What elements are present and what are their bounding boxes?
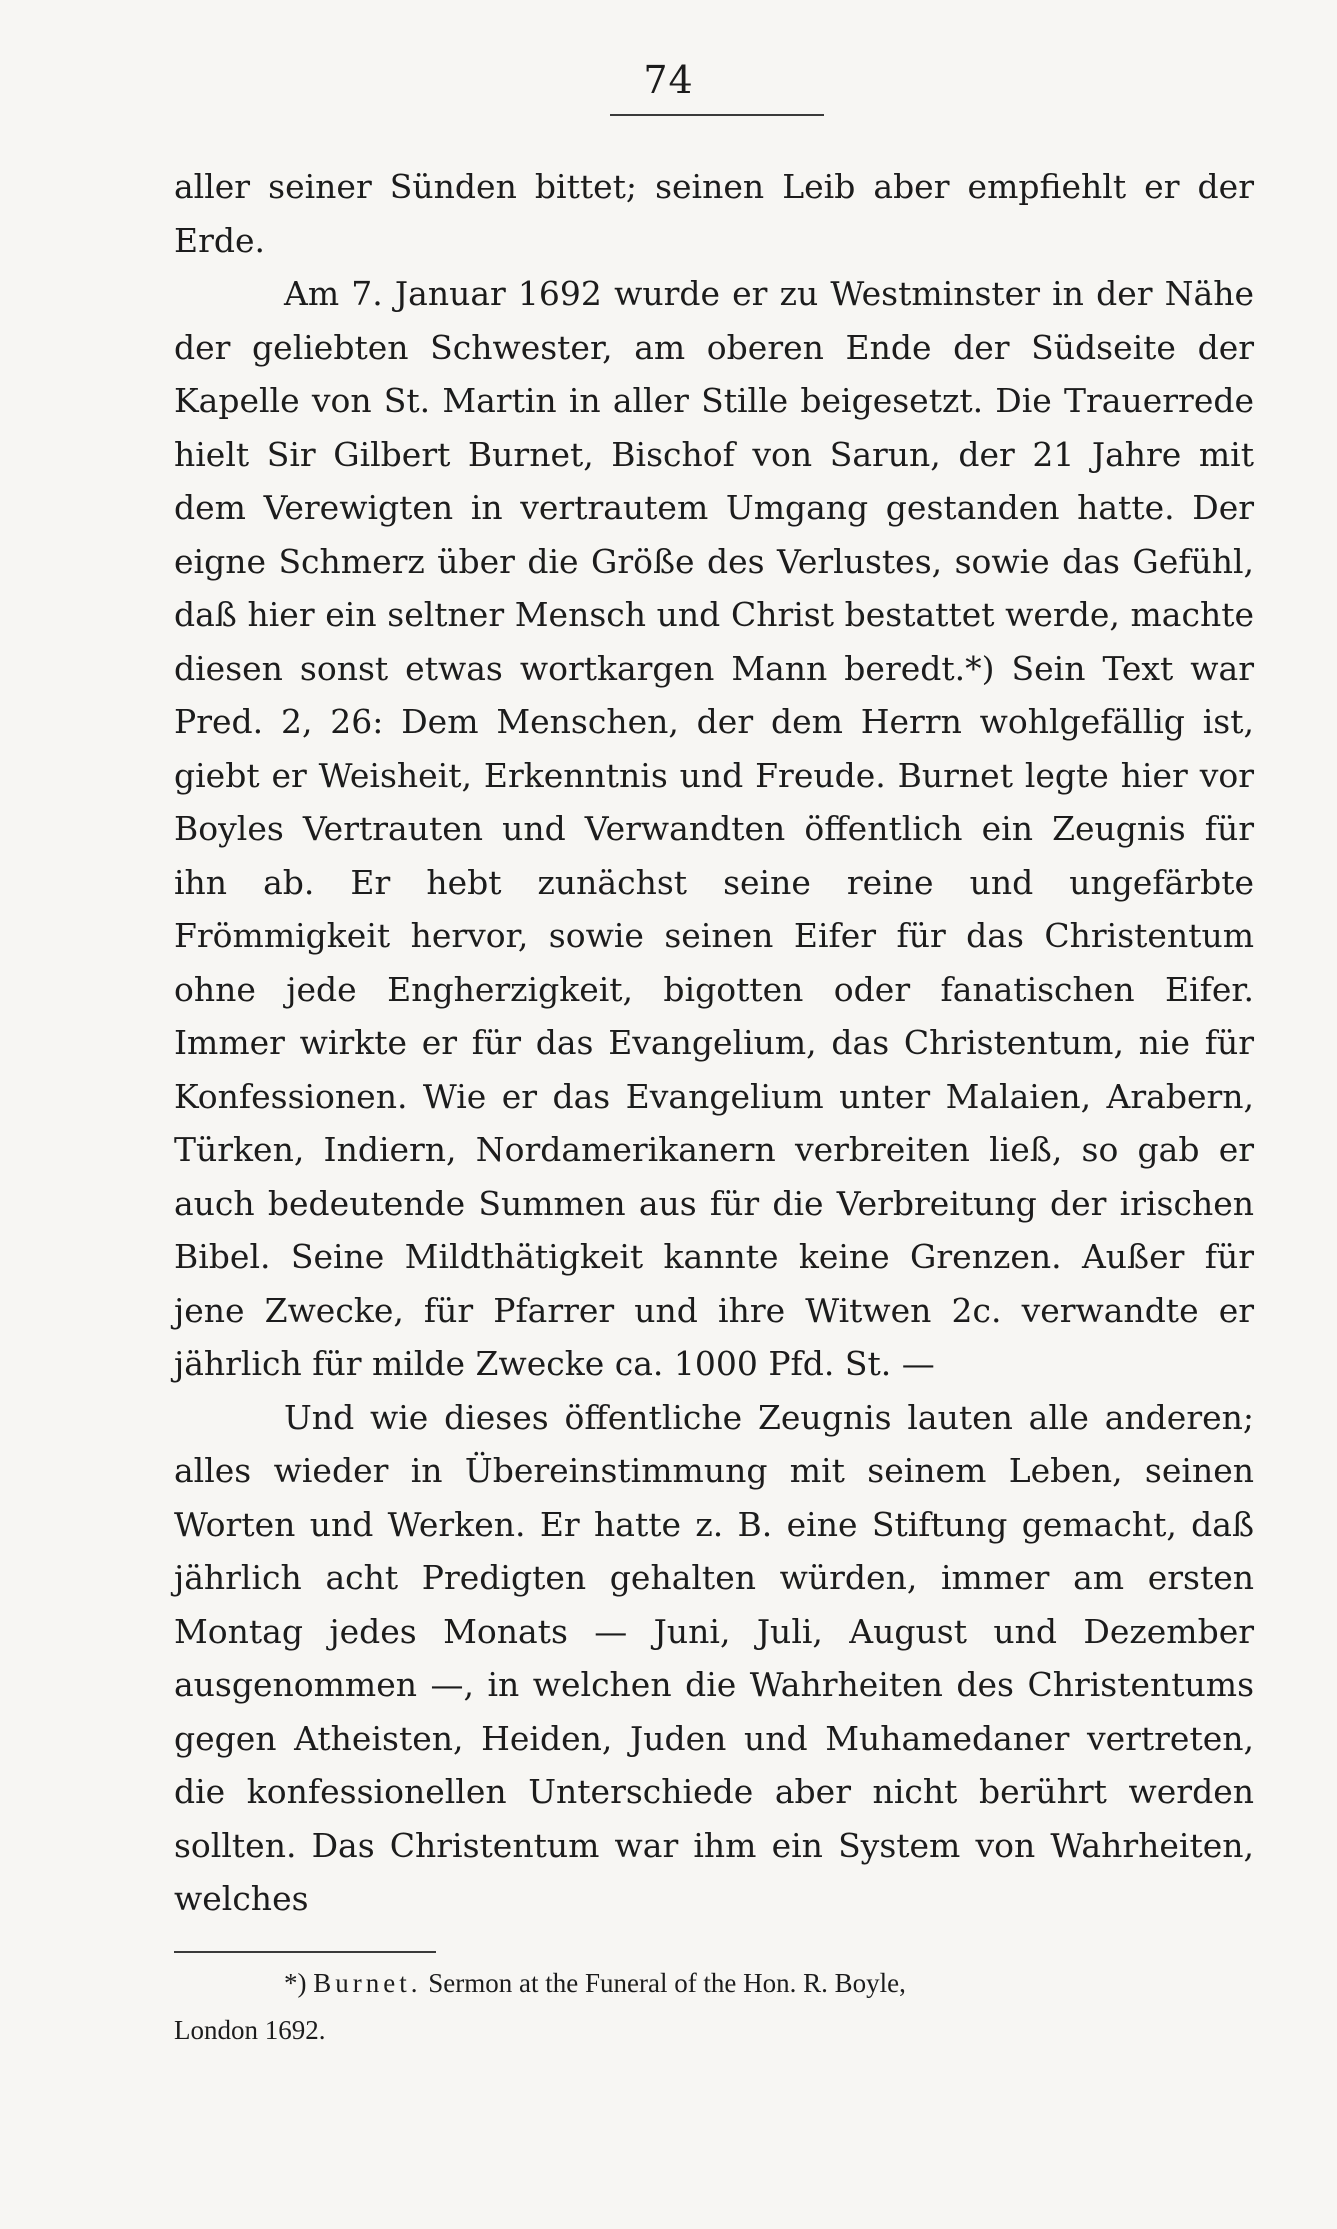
footnote-rule [174, 1951, 436, 1953]
footnote-line-2: London 1692. [174, 2015, 326, 2045]
footnote-author: Burnet. [313, 1968, 422, 1998]
continuation-paragraph: aller seiner Sünden bittet; seinen Leib aber empfiehlt er der Erde. [174, 167, 1254, 260]
body-text [174, 160, 1254, 1926]
footnote-text: Sermon at the Funeral of the Hon. R. Boyle, [428, 1968, 906, 1998]
footnote-marker: *) [284, 1968, 307, 1998]
footnote [174, 1960, 1254, 2054]
footnote-line-1 [174, 1960, 1254, 2007]
paragraph-burial: Am 7. Januar 1692 wurde er zu Westminster in der Nähe der geliebten Schwester, am oberen Ende der Südseite der Kapelle von St. Martin in aller Stille beigesetzt. Die Trauerrede hielt Sir Gilbert Burnet, Bischof von Sarun, der 21 Jahre mit dem Verewigten in vertrautem Umgang gestanden hatte. Der eigne Schmerz über die Größe des Verlustes, sowie das Gefühl, daß hier ein seltner Mensch und Christ bestattet werde, machte diesen sonst etwas wortkargen Mann beredt.*) Sein Text war Pred. 2, 26: Dem Menschen, der dem Herrn wohlgefällig ist, giebt er Weisheit, Erkenntnis und Freude. Burnet legte hier vor Boyles Vertrauten und Verwandten öffentlich ein Zeugnis für ihn ab. Er hebt zunächst seine reine und ungefärbte Frömmigkeit hervor, sowie seinen Eifer für das Christentum ohne jede Engherzigkeit, bigotten oder fanatischen Eifer. Immer wirkte er für das Evangelium, das Christentum, nie für Konfessionen. Wie er das Evangelium unter Malaien, Arabern, Türken, Indiern, Nordamerikanern verbreiten ließ, so gab er auch bedeutende Summen aus für die Verbreitung der irischen Bibel. Seine Mildthätigkeit kannte keine Grenzen. Außer für jene Zwecke, für Pfarrer und ihre Witwen 2c. verwandte er jährlich für milde Zwecke ca. 1000 Pfd. St. — [174, 274, 1254, 1383]
page-number: 74 [643, 58, 694, 102]
paragraph-testimony: Und wie dieses öffentliche Zeugnis lauten alle anderen; alles wieder in Übereinstimmung mit seinem Leben, seinen Worten und Werken. Er hatte z. B. eine Stiftung gemacht, daß jährlich acht Predigten gehalten würden, immer am ersten Montag jedes Monats — Juni, Juli, August und Dezember ausgenommen —, in welchen die Wahrheiten des Christentums gegen Atheisten, Heiden, Juden und Muhamedaner vertreten, die konfessionellen Unterschiede aber nicht berührt werden sollten. Das Christentum war ihm ein System von Wahrheiten, welches [174, 1397, 1254, 1918]
header-rule [610, 114, 824, 116]
